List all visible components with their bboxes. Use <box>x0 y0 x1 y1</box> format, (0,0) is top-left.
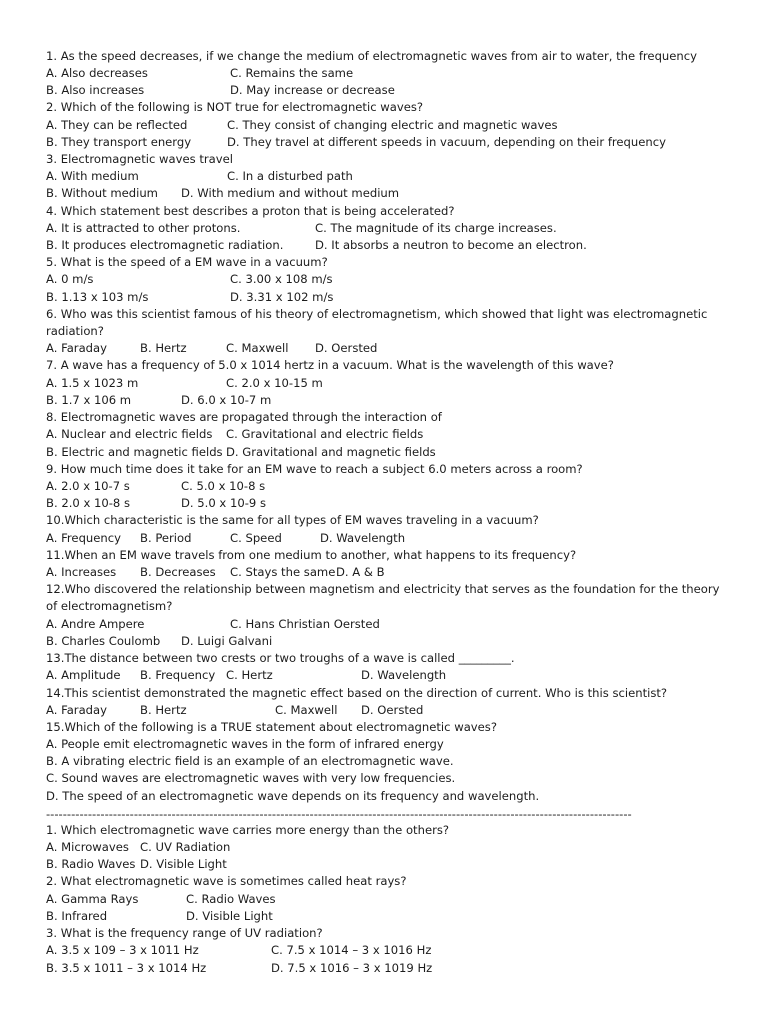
question-13-option-a: A. Amplitude <box>46 668 121 682</box>
question-15-option-c: C. Sound waves are electromagnetic waves with very low frequencies. <box>46 771 456 785</box>
question-13-text: 13.The distance between two crests or two troughs of a wave is called _________. <box>46 651 515 665</box>
question-4-option-c: C. The magnitude of its charge increases. <box>315 221 557 235</box>
section2-question-3-option-d: D. 7.5 x 1016 – 3 x 1019 Hz <box>271 961 433 975</box>
question-2-text: 2. Which of the following is NOT true for electromagnetic waves? <box>46 100 424 114</box>
question-8-option-d: D. Gravitational and magnetic fields <box>226 445 436 459</box>
question-14-option-a: A. Faraday <box>46 703 108 717</box>
question-1-option-a: A. Also decreases <box>46 66 148 80</box>
question-7-option-c: C. 2.0 x 10-15 m <box>226 376 323 390</box>
question-15-option-b: B. A vibrating electric field is an example of an electromagnetic wave. <box>46 754 454 768</box>
question-12-text-line2: of electromagnetism? <box>46 599 173 613</box>
section2-question-1-option-b: B. Radio Waves <box>46 857 136 871</box>
question-14-option-c: C. Maxwell <box>275 703 338 717</box>
question-6-text-line2: radiation? <box>46 324 104 338</box>
section2-question-1-option-d: D. Visible Light <box>140 857 227 871</box>
question-5-text: 5. What is the speed of a EM wave in a vacuum? <box>46 255 328 269</box>
question-12-option-b: B. Charles Coulomb <box>46 634 161 648</box>
question-1-text: 1. As the speed decreases, if we change the medium of electromagnetic waves from air to water, the frequency <box>46 49 697 63</box>
question-2-option-c: C. They consist of changing electric and magnetic waves <box>227 118 558 132</box>
question-4-option-d: D. It absorbs a neutron to become an electron. <box>315 238 587 252</box>
question-2-option-b: B. They transport energy <box>46 135 192 149</box>
question-1-option-b: B. Also increases <box>46 83 145 97</box>
question-10-option-d: D. Wavelength <box>320 531 406 545</box>
question-12-option-d: D. Luigi Galvani <box>181 634 273 648</box>
question-6-text-line1: 6. Who was this scientist famous of his theory of electromagnetism, which showed that light was electromagnetic <box>46 307 708 321</box>
question-6-option-b: B. Hertz <box>140 341 187 355</box>
question-8-option-b: B. Electric and magnetic fields <box>46 445 223 459</box>
question-1-option-c: C. Remains the same <box>230 66 354 80</box>
section2-question-3-option-c: C. 7.5 x 1014 – 3 x 1016 Hz <box>271 943 432 957</box>
question-11-text: 11.When an EM wave travels from one medium to another, what happens to its frequency? <box>46 548 577 562</box>
question-14-option-d: D. Oersted <box>361 703 424 717</box>
question-4-option-a: A. It is attracted to other protons. <box>46 221 241 235</box>
question-10-option-c: C. Speed <box>230 531 282 545</box>
question-9-option-d: D. 5.0 x 10-9 s <box>181 496 267 510</box>
question-1-option-d: D. May increase or decrease <box>230 83 395 97</box>
question-6-option-a: A. Faraday <box>46 341 108 355</box>
question-5-option-c: C. 3.00 x 108 m/s <box>230 272 333 286</box>
question-4-text: 4. Which statement best describes a proton that is being accelerated? <box>46 204 455 218</box>
question-6-option-d: D. Oersted <box>315 341 378 355</box>
question-8-text: 8. Electromagnetic waves are propagated through the interaction of <box>46 410 442 424</box>
question-7-option-d: D. 6.0 x 10-7 m <box>181 393 272 407</box>
question-11-option-d: D. A & B <box>336 565 385 579</box>
question-7-text: 7. A wave has a frequency of 5.0 x 1014 hertz in a vacuum. What is the wavelength of this wave? <box>46 358 614 372</box>
question-4-option-b: B. It produces electromagnetic radiation. <box>46 238 284 252</box>
question-10-text: 10.Which characteristic is the same for all types of EM waves traveling in a vacuum? <box>46 513 539 527</box>
section2-question-1-option-c: C. UV Radiation <box>140 840 231 854</box>
section2-question-3-text: 3. What is the frequency range of UV radiation? <box>46 926 323 940</box>
question-10-option-a: A. Frequency <box>46 531 121 545</box>
question-14-option-b: B. Hertz <box>140 703 187 717</box>
section2-question-2-option-a: A. Gamma Rays <box>46 892 139 906</box>
question-7-option-a: A. 1.5 x 1023 m <box>46 376 139 390</box>
question-5-option-b: B. 1.13 x 103 m/s <box>46 290 149 304</box>
question-3-option-c: C. In a disturbed path <box>227 169 353 183</box>
question-13-option-b: B. Frequency <box>140 668 216 682</box>
section2-question-2-option-d: D. Visible Light <box>186 909 273 923</box>
question-6-option-c: C. Maxwell <box>226 341 289 355</box>
question-15-option-d: D. The speed of an electromagnetic wave depends on its frequency and wavelength. <box>46 789 540 803</box>
question-11-option-c: C. Stays the same <box>230 565 336 579</box>
section2-question-2-text: 2. What electromagnetic wave is sometimes called heat rays? <box>46 874 407 888</box>
section2-question-2-option-c: C. Radio Waves <box>186 892 276 906</box>
question-12-option-c: C. Hans Christian Oersted <box>230 617 380 631</box>
question-3-option-a: A. With medium <box>46 169 139 183</box>
question-11-option-b: B. Decreases <box>140 565 216 579</box>
question-5-option-a: A. 0 m/s <box>46 272 94 286</box>
question-2-option-d: D. They travel at different speeds in vacuum, depending on their frequency <box>227 135 666 149</box>
question-5-option-d: D. 3.31 x 102 m/s <box>230 290 334 304</box>
question-3-text: 3. Electromagnetic waves travel <box>46 152 233 166</box>
question-3-option-d: D. With medium and without medium <box>181 186 400 200</box>
question-3-option-b: B. Without medium <box>46 186 158 200</box>
question-9-option-c: C. 5.0 x 10-8 s <box>181 479 266 493</box>
question-15-option-a: A. People emit electromagnetic waves in the form of infrared energy <box>46 737 444 751</box>
question-13-option-d: D. Wavelength <box>361 668 447 682</box>
question-9-text: 9. How much time does it take for an EM wave to reach a subject 6.0 meters across a room? <box>46 462 583 476</box>
question-9-option-a: A. 2.0 x 10-7 s <box>46 479 130 493</box>
section2-question-2-option-b: B. Infrared <box>46 909 108 923</box>
section2-question-3-option-b: B. 3.5 x 1011 – 3 x 1014 Hz <box>46 961 207 975</box>
question-12-option-a: A. Andre Ampere <box>46 617 145 631</box>
section2-question-3-option-a: A. 3.5 x 109 – 3 x 1011 Hz <box>46 943 199 957</box>
question-11-option-a: A. Increases <box>46 565 117 579</box>
section2-question-1-option-a: A. Microwaves <box>46 840 129 854</box>
section-divider: -------------------------------------------------------------------------------------------------------------------------------------------- <box>46 807 632 821</box>
question-9-option-b: B. 2.0 x 10-8 s <box>46 496 131 510</box>
question-14-text: 14.This scientist demonstrated the magnetic effect based on the direction of current. Who is this scientist? <box>46 686 668 700</box>
question-13-option-c: C. Hertz <box>226 668 273 682</box>
question-7-option-b: B. 1.7 x 106 m <box>46 393 132 407</box>
section2-question-1-text: 1. Which electromagnetic wave carries more energy than the others? <box>46 823 450 837</box>
question-12-text-line1: 12.Who discovered the relationship between magnetism and electricity that serves as the foundation for the theory <box>46 582 720 596</box>
question-10-option-b: B. Period <box>140 531 192 545</box>
question-8-option-c: C. Gravitational and electric fields <box>226 427 424 441</box>
question-15-text: 15.Which of the following is a TRUE statement about electromagnetic waves? <box>46 720 497 734</box>
question-8-option-a: A. Nuclear and electric fields <box>46 427 213 441</box>
question-2-option-a: A. They can be reflected <box>46 118 188 132</box>
